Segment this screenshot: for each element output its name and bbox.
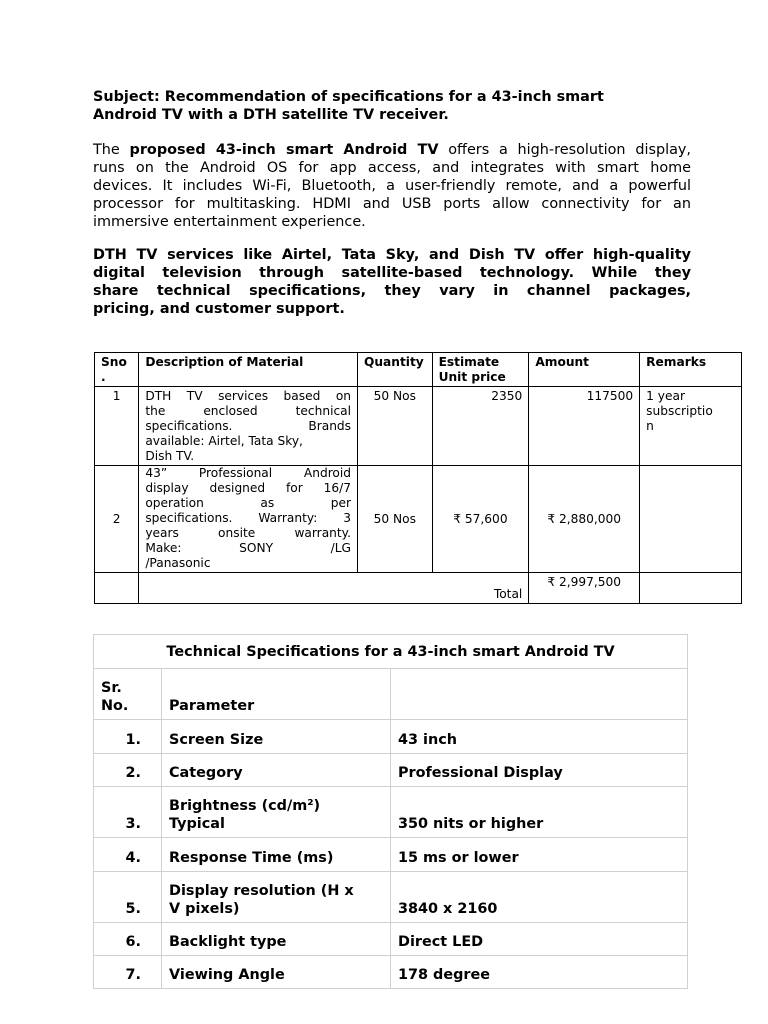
table-row	[94, 838, 688, 872]
row1-sno: 1	[95, 387, 139, 466]
row2-sno: 2	[95, 466, 139, 573]
dth-line: share technical specifications, they vary in channel packages,	[93, 283, 691, 299]
dth-line: digital television through satellite-based technology. While they	[93, 265, 691, 281]
intro-prefix: The	[93, 142, 130, 158]
table-row	[94, 956, 688, 989]
header-remarks: Remarks	[640, 353, 742, 387]
total-row	[95, 573, 742, 604]
spec-no: 7.	[94, 956, 162, 989]
row2-quantity: 50 Nos	[358, 466, 433, 573]
table-row	[95, 466, 742, 573]
total-amount: ₹ 2,997,500	[529, 573, 640, 604]
spec-value: 15 ms or lower	[391, 838, 688, 872]
spec-header-row	[94, 669, 688, 720]
spec-header-parameter: Parameter	[162, 669, 391, 720]
dth-line: DTH TV services like Airtel, Tata Sky, and Dish TV offer high-quality	[93, 247, 691, 263]
row1-remarks: 1 year subscriptio n	[640, 387, 742, 466]
spec-header-value	[391, 669, 688, 720]
spec-parameter: Response Time (ms)	[162, 838, 391, 872]
dth-paragraph	[93, 246, 691, 318]
spec-no: 5.	[94, 872, 162, 923]
spec-header-sr: Sr. No.	[94, 669, 162, 720]
spec-title-row	[94, 635, 688, 669]
material-table	[94, 352, 742, 604]
spec-value: Direct LED	[391, 923, 688, 956]
subject-line: Android TV with a DTH satellite TV receiver.	[93, 107, 449, 123]
subject-heading	[93, 88, 693, 124]
intro-line: processor for multitasking. HDMI and USB ports allow connectivity for an	[93, 196, 691, 212]
header-description: Description of Material	[139, 353, 358, 387]
total-label: Total	[139, 573, 529, 604]
total-sno-cell	[95, 573, 139, 604]
intro-paragraph	[93, 141, 691, 231]
header-sno: Sno .	[95, 353, 139, 387]
spec-parameter: Viewing Angle	[162, 956, 391, 989]
spec-no: 3.	[94, 787, 162, 838]
intro-line: runs on the Android OS for app access, and integrates with smart home	[93, 160, 691, 176]
spec-parameter: Screen Size	[162, 720, 391, 754]
row1-description: DTH TV services based on the enclosed technical specifications. Brands available: Airtel, Tata Sky, Dish TV.	[139, 387, 358, 466]
spec-value: 178 degree	[391, 956, 688, 989]
row1-amount: 117500	[529, 387, 640, 466]
total-remarks-cell	[640, 573, 742, 604]
table-row	[95, 387, 742, 466]
table-row	[94, 787, 688, 838]
spec-value: Professional Display	[391, 754, 688, 787]
header-amount: Amount	[529, 353, 640, 387]
table-row	[94, 872, 688, 923]
row1-quantity: 50 Nos	[358, 387, 433, 466]
row2-amount: ₹ 2,880,000	[529, 466, 640, 573]
spec-no: 2.	[94, 754, 162, 787]
spec-table	[93, 634, 688, 989]
intro-line	[93, 141, 691, 159]
spec-no: 6.	[94, 923, 162, 956]
spec-table-title: Technical Specifications for a 43-inch smart Android TV	[94, 635, 688, 669]
spec-parameter: Display resolution (H x V pixels)	[162, 872, 391, 923]
intro-line1-rest: offers a high-resolution display,	[438, 142, 691, 158]
table-row	[94, 754, 688, 787]
row1-unit-price: 2350	[432, 387, 529, 466]
row2-unit-price: ₹ 57,600	[432, 466, 529, 573]
table-row	[94, 720, 688, 754]
spec-value: 350 nits or higher	[391, 787, 688, 838]
header-unit-price: Estimate Unit price	[432, 353, 529, 387]
spec-no: 1.	[94, 720, 162, 754]
intro-line: devices. It includes Wi-Fi, Bluetooth, a user-friendly remote, and a powerful	[93, 178, 691, 194]
row2-remarks	[640, 466, 742, 573]
spec-parameter: Backlight type	[162, 923, 391, 956]
material-header-row	[95, 353, 742, 387]
spec-no: 4.	[94, 838, 162, 872]
subject-line: Subject: Recommendation of specifications for a 43-inch smart	[93, 89, 604, 105]
spec-parameter: Brightness (cd/m²) Typical	[162, 787, 391, 838]
intro-line: immersive entertainment experience.	[93, 214, 366, 230]
row2-description: 43” Professional Android display designed for 16/7 operation as per specifications. Warranty: 3 years onsite warranty. Make: SONY /LG /Panasonic	[139, 466, 358, 573]
intro-bold-phrase: proposed 43-inch smart Android TV	[129, 142, 439, 158]
spec-parameter: Category	[162, 754, 391, 787]
header-quantity: Quantity	[358, 353, 433, 387]
dth-line: pricing, and customer support.	[93, 301, 345, 317]
table-row	[94, 923, 688, 956]
spec-value: 43 inch	[391, 720, 688, 754]
spec-value: 3840 x 2160	[391, 872, 688, 923]
